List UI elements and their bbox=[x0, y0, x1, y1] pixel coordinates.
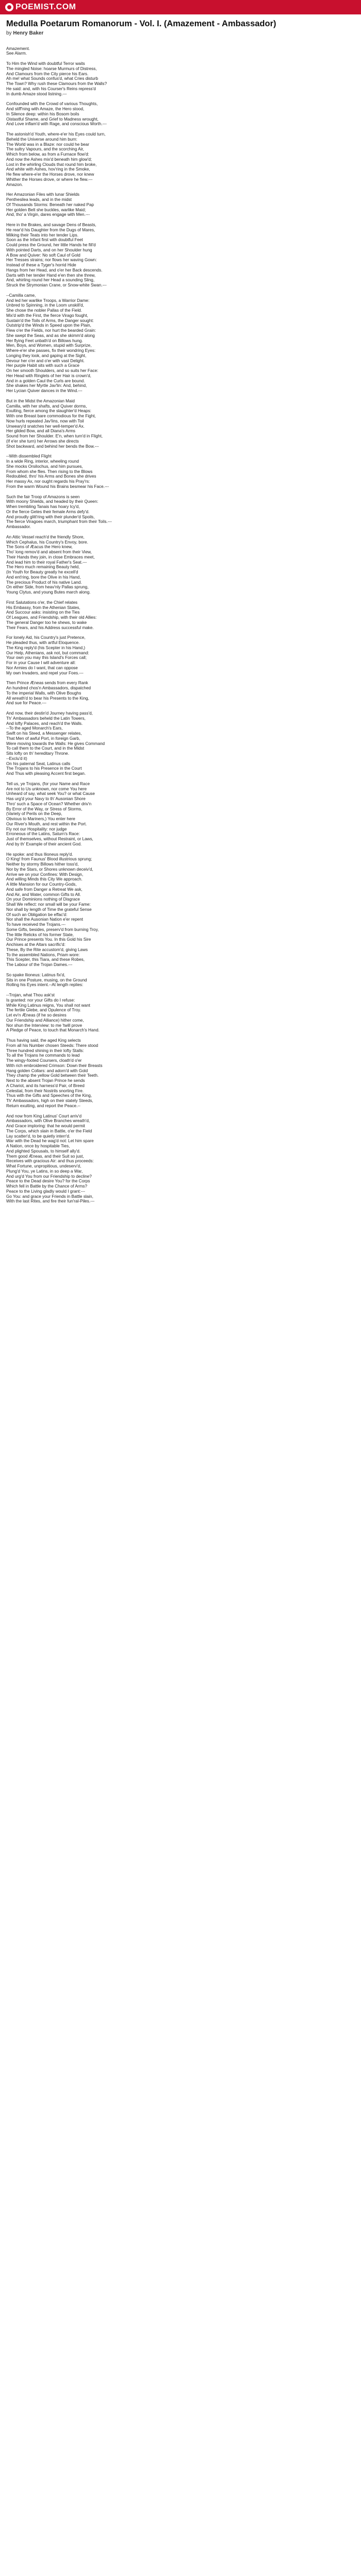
author-name[interactable]: Henry Baker bbox=[13, 30, 44, 36]
poem-stanza: Tell us, ye Trojans, (for your Name and Race Are not to Us unknown, nor come You here Unheard of say, what seek You? or what Cause Has urg'd your Navy to th' Ausonian Shore Thro' such a Space of Ocean? Whether driv'n By Error of the Way, or Stress of Storms, (Variety of Perils on the Deep, Obvious to Mariners,) You enter here Our River's Mouth, and rest within the Port. Fly not our Hospitality: nor judge Erroneous of the Latins, Saturn's Race: Just of themselves, without Restraint, or Laws, And by th' Example of their ancient God. bbox=[6, 781, 95, 846]
site-header bbox=[0, 0, 361, 14]
poem-stanza: To Him the Wind with doubtful Terror waits The mingled Noise: hoarse Murmurs of Distress, And Clamours from the City pierce his Ears. Ah me! what Sounds confus'd, what Cries disturb The Town? Why rush these Clamours from the Walls? He said: and, with his Courser's Reins repress'd In dumb Amaze stood listning.--- bbox=[6, 61, 107, 96]
poem-body bbox=[6, 46, 355, 1205]
poem-stanza: Thus having said, the aged King selects From all his Number chosen Steeds: There stood Three hundred shining in their lofty Stalls: To all the Trojans he commands to lead The wingy-footed Coursers, cloath'd o'er With rich embroidered Crimson: Down their Breasts Hang golden Collars: and adorn'd with Gold They champ the yellow Gold between their Teeth. Next to the absent Trojan Prince he sends A Chariot, and its harness'd Pair, of Breed Celestial, from their Nostrils snorting Fire. Thus with the Gifts and Speeches of the King, Th' Ambassadors, high on their stately Steeds, Return exulting, and report the Peace.-- bbox=[6, 1038, 103, 1108]
poem-stanza: Confounded with the Crowd of various Thoughts, And stiff'ning with Amaze, the Hero stood, In Silence deep: within his Bosom boils Oistastful Shame, and Grief to Madness wrought, And Love inflam'd with Rage, and conscious Worth.--- bbox=[6, 101, 107, 127]
poem-stanza: So spake Ilioneus: Latinus fix'd, Sits in one Posture, musing, on the Ground Rolling his Eyes intent.--At length replies: bbox=[6, 972, 87, 988]
poem-stanza: And now from King Latinus' Court arriv'd Ambassadors, with Olive Branches wreath'd, And Grace imploring: that he would permit The Corps, which slain in Battle, o'er the Field Lay scatter'd, to be quietly interr'd. War with the Dead he wag'd not: Let him spare A Nation, once by hospitable Ties, And plighted Spousals, to himself ally'd. Them good Æneas, and their Suit so just, Receives with gracious Air: and thus proceeds: What Fortune, unpropitious, undeserv'd, Plung'd You, ye Latins, in so deep a War, And urg'd You from our Friendship to decline? Peace to the Dead desire You? for the Corps Which fell in Battle by the Chance of Arms? Peace to the Living gladly would I grant:--- Go You: and grace your Friends in Battle slain, With the last Rites, and fire their fun'ral-Piles.--- bbox=[6, 1113, 95, 1204]
poem-stanza: Amazement. See Alarm. bbox=[6, 46, 30, 56]
poem-stanza: Here in the Brakes, and savage Dens of Beasts, He rear'd his Daughter from the Dugs of Mares, Milking their Teats into her tender Lips. Soon as the Infant first with doubtful Feet Could press the Ground, her little Hands he fill'd With pointed Darts, and on her Shoulder hung A Bow and Quiver: No soft Caul of Gold Her Tresses strains; nor flows her waving Gown: Instead of these a Tyger's horrid Hide Hangs from her Head, and o'er her Back descends. Darts with her tender Hand e'en then she threw, And, whirling round her Head a sounding Sling, Struck the Strymonian Crane, or Snow-white Swan.--- bbox=[6, 223, 107, 288]
poem-stanza: --With dissembled Flight In a wide Ring, interior, wheeling round She mocks Orsilochus, and him pursues, From whom she flies. Then rising to the Blows Redoubled, thro' his Arms and Bones she drives Her massy Ax, nor ought regards his Pray'rs: From the warm Wound his Brains besmear his Face.--- bbox=[6, 454, 109, 489]
poem-stanza: --Camilla came, And led her warlike Troops, a Warrior Dame: Unbred to Spinning, in the Loom unskill'd, She chose the nobler Pallas of the Field. Mix'd with the First, the fierce Virago fought, Sustain'd the Toils of Arms, the Danger sought: Outstrip'd the Winds in Speed upon the Plain, Flew o'er the Fields, nor hurt the bearded Grain: She swept the Seas, and as she skimm'd along Her flying Feet unbath'd on Billows hung. Men, Boys, and Women, stupid with Surprize, Where-e'er she passes, fix their wondring Eyes: Longing they look, and gaping at the Sight, Devour her o'er and o'er with vast Delight. Her purple Habit sits with such a Grace On her smooth Shoulders, and so suits her Face: Her Head with Ringlets of her Hair is crown'd, And in a golden Caul the Curls are bound. She shakes her Myrtle Jav'lin: And, behind, Her Lycian Quiver dances in the Wind.--- bbox=[6, 293, 99, 394]
poem-stanza: First Salutations o'er, the Chief relates His Embassy, from the Athenian States, And Succour asks: insisting on the Ties Of Leagues, and Friendship, with their old Allies: The general Danger too he shews, to wake Their Fears, and his Address successful make. bbox=[6, 600, 97, 630]
byline-prefix: by bbox=[6, 30, 12, 36]
poemist-logo-icon bbox=[5, 3, 13, 11]
poem-stanza: And now, their destin'd Journey having pass'd, Th' Ambassadors beheld the Latin Towers, And lofty Palaces, and reach'd the Walls. --To the aged Monarch's Ears, Swift on his Steed, a Messenger relates, That Men of awful Port, in foreign Garb, Were moving towards the Walls: He gives Command To call them to the Court, and in the Midst Sits lofty on th' hereditary Throne. --Exclu'd it) On his paternal Seat, Latinus calls The Trojans to his Presence in the Court And Thus with pleasing Accent first began. bbox=[6, 711, 105, 776]
byline bbox=[6, 30, 355, 36]
poem-stanza: Such the fair Troop of Amazons is seen With moony Shields, and headed by their Queen: When trembling Tanais has hoary Icy'd, Or the fierce Getes their female Arms defy'd. And proudly glitt'ring with their plunder'd Spoils, The fierce Viragoes march, triumphant from their Toils.--- Ambassador. bbox=[6, 494, 112, 530]
page-title: Medulla Poetarum Romanorum - Vol. I. (Amazement - Ambassador) bbox=[6, 19, 276, 28]
site-logo[interactable] bbox=[5, 3, 76, 12]
poem-stanza: Her Amazonian Files with lunar Shields Penthesilea leads, and in the midst Of Thousands Storms: Beneath her naked Pap Her golden Belt she buckles, warlike Maid; And, tho' a Virgin, dares engage with Men.--- bbox=[6, 192, 94, 217]
logo-text: POEMIST.COM bbox=[15, 3, 76, 11]
poem-stanza: But in the Midst the Amazonian Maid Camilla, with her shafts, and Quiver dorms, Exulting, fierce among the slaughter'd Heaps: With one Breast bare commodious for the Fight, Now hurls repeated Jav'lins, now with Toil Unweary'd snatches her well-temper'd Ax. Her gilded Bow, and all Diana's Arms Sound from her Shoulder. E'n, when turn'd in Flight, (If e'er she turn) her Arrows she directs Shot backward, and behind her bends the Bow.--- bbox=[6, 398, 103, 449]
poem-stanza: --Trojan, what Thou ask'st Is granted: nor your Gifts do I refuse: While King Latinus reigns, You shall not want The fertile Glebe, and Opulence of Troy. Let ev'n Æneas (if he so desires Our Friendship and Alliance) hither come, Nor shun the Interview: to me 'twill prove A Pledge of Peace, to touch that Monarch's Hand. bbox=[6, 993, 100, 1033]
poem-stanza: Then Prince Æneas sends from every Rank An hundred chos'n Ambassadors, dispatched To the imperial Walls, with Olive Boughs All wreath'd to bear his Presents to the King, And sue for Peace.--- bbox=[6, 681, 91, 706]
poem-stanza: For lonely Aid, his Country's just Pretence, He pleaded thus, with artful Eloquence. The King reply'd (his Scepter in his Hand,) Our Help, Athenians, ask not, but command: Your own you may this Island's Forces call; For in your Cause I will adventure all: Nor Armies do I want, that can oppose My own Invaders, and repel your Foes.--- bbox=[6, 635, 89, 675]
poem-content bbox=[6, 19, 355, 1209]
poem-stanza: The astonish'd Youth, where-e'er his Eyes could turn, Beheld the Universe around him burn: The World was in a Blaze: nor could he bear The sultry Vapours, and the scorching Air, Which from below, as from a Furnace flow'd: And now the Ashes mix'd beneath him glow'd; Lost in the whirling Clouds that round him broke, And white with Ashes, hov'ring in the Smoke, He flew where-e'er the Horses drove, nor knew Whither the Horses drove, or where he flew.--- Amazon. bbox=[6, 132, 106, 187]
poem-stanza: He spoke: and thus Ilioneus reply'd. O King! from Faunus' Blood illustrious sprung; Neither by stormy Billows hither toss'd, Nor by the Stars, or Shores unknown deceiv'd, Arrive we on your Confines: With Design, And willing Minds this City We approach. A little Mansion for our Country-Gods, And safe from Danger a Retreat We ask, And Air, and Water, common Gifts to All. On your Dominions nothing of Disgrace Shall We reflect: nor small will be your Fame: Nor shall by length of Time the grateful Sense Of such an Obligation be effac'd: Nor shall the Ausonian Nation e'er repent To have received the Trojans.--- Some Gifts, besides, preserv'd from burning Troy, The little Relicks of his former State, Our Prince presents You. In this Gold his Sire Anchises at the Altars sacrific'd: These, By the Rite accustom'd, giving Laws To the assembled Nations, Priam wore: This Scepter, this Tiara, and these Robes, The Labour of the Trojan Dames.--- bbox=[6, 852, 99, 968]
poem-stanza: An Attic Vessel reach'd the friendly Shore, Which Cephalus, his Country's Envoy, bore. The Sons of Æacus the Hero knew, Tho' long remov'd and absent from their View, Their Hands they join, in close Embraces meet, And lead him to their royal Father's Seat.--- The Hero much remaining Beauty held, (In Youth for Beauty greatly he excell'd And ent'ring, bore the Olive in his Hand, The precious Product of his native Land. On either Side, from heav'nly Pallas sprung, Young Clytus, and young Butes march along. bbox=[6, 534, 95, 595]
